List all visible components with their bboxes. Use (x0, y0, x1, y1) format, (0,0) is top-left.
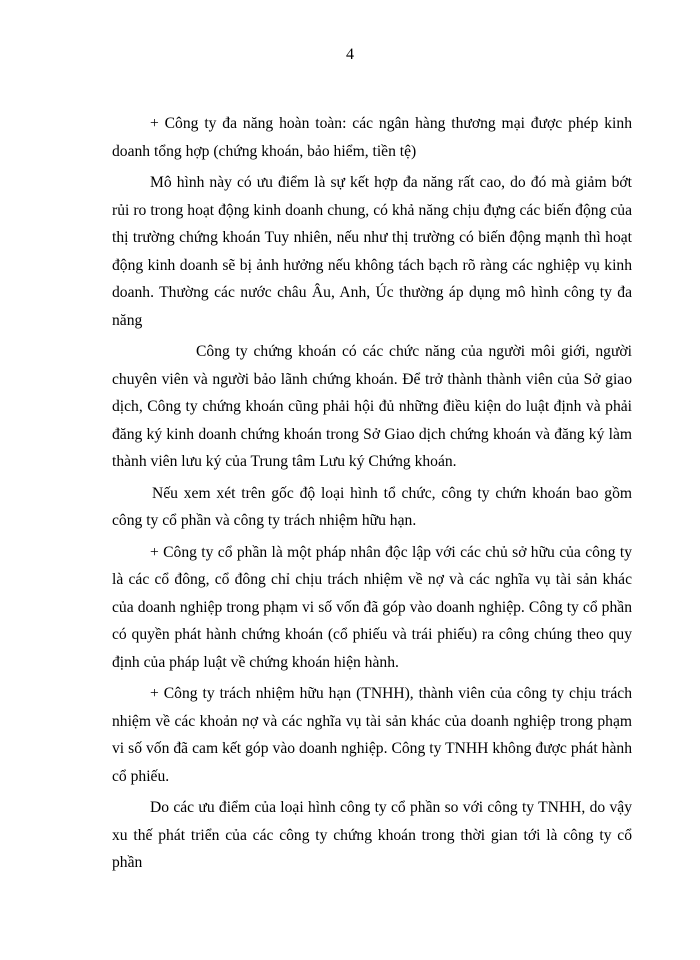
paragraph-development-trend: Do các ưu điểm của loại hình công ty cổ phần so với công ty TNHH, do vậy xu thế phát triển của các công ty chứng khoán trong thời gian tới là công ty cổ phần (112, 799, 632, 871)
paragraph-model-advantages: Mô hình này có ưu điểm là sự kết hợp đa năng rất cao, do đó mà giảm bớt rủi ro trong hoạt động kinh doanh chung, có khả năng chịu đựng các biến động của thị trường chứng khoán Tuy nhiên, nếu như thị trường có biến động mạnh thì hoạt động kinh doanh sẽ bị ảnh hưởng nếu không tách bạch rõ ràng các nghiệp vụ kinh doanh. Thường các nước châu Âu, Anh, Úc thường áp dụng mô hình công ty đa năng (112, 174, 632, 329)
document-body (112, 110, 632, 877)
paragraph-company-functions: Công ty chứng khoán có các chức năng của người môi giới, người chuyên viên và người bảo lãnh chứng khoán. Để trở thành thành viên của Sở giao dịch, Công ty chứng khoán cũng phải hội đủ những điều kiện do luật định và phải đăng ký kinh doanh chứng khoán trong Sở Giao dịch chứng khoán và đăng ký làm thành viên lưu ký của Trung tâm Lưu ký Chứng khoán. (112, 343, 632, 470)
page-number: 4 (346, 46, 354, 63)
paragraph-joint-stock-company: + Công ty cổ phần là một pháp nhân độc lập với các chủ sở hữu của công ty là các cổ đông, cổ đông chỉ chịu trách nhiệm về nợ và các nghĩa vụ tài sản khác của doanh nghiệp trong phạm vi số vốn đã góp vào doanh nghiệp. Công ty cổ phần có quyền phát hành chứng khoán (cổ phiếu và trái phiếu) ra công chúng theo quy định của pháp luật về chứng khoán hiện hành. (112, 543, 632, 671)
paragraph-universal-company: + Công ty đa năng hoàn toàn: các ngân hàng thương mại được phép kinh doanh tổng hợp (chứng khoán, bảo hiểm, tiền tệ) (112, 115, 632, 160)
paragraph-organization-types: Nếu xem xét trên gốc độ loại hình tổ chức, công ty chứn khoán bao gồm công ty cổ phần và công ty trách nhiệm hữu hạn. (112, 484, 632, 529)
paragraph-limited-liability-company: + Công ty trách nhiệm hữu hạn (TNHH), thành viên của công ty chịu trách nhiệm về các khoản nợ và các nghĩa vụ tài sản khác của doanh nghiệp trong phạm vi số vốn đã cam kết góp vào doanh nghiệp. Công ty TNHH không được phát hành cổ phiếu. (112, 685, 632, 785)
